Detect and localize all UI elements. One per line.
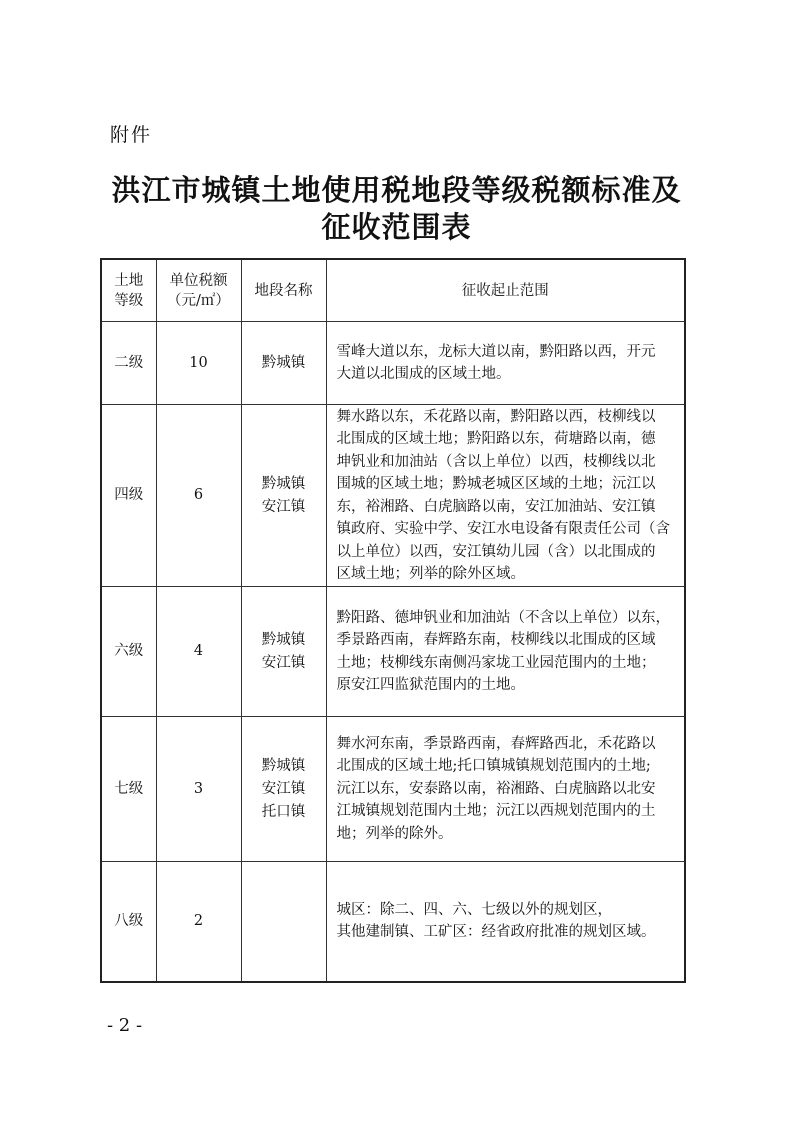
range-line: 镇政府、实验中学、安江水电设备有限责任公司（含: [336, 521, 670, 537]
range-line: 地；列举的除外。: [336, 825, 453, 842]
range-line: 江城镇规划范围内土地；沅江以西规划范围内的土: [336, 803, 656, 820]
section-name: 黔城镇: [261, 475, 306, 492]
rate-cell: 10: [156, 322, 241, 405]
range-line: 北围成的区域土地;托口镇城镇规划范围内的土地;: [336, 758, 651, 775]
table-row: [101, 587, 685, 717]
section-name-cell: [241, 717, 326, 862]
table-row: [101, 322, 685, 405]
grade-cell: 二级: [101, 322, 156, 405]
range-line: 原安江四监狱范围内的土地。: [336, 677, 525, 693]
range-line: 以上单位）以西，安江镇幼儿园（含）以北围成的: [336, 543, 656, 560]
header-rate: 单位税额 （元/㎡）: [156, 259, 241, 322]
range-line: 舞水河东南，季景路西南，春辉路西北，禾花路以: [336, 735, 656, 752]
rate-cell: 2: [156, 862, 241, 982]
range-line: 沅江以东，安泰路以南，裕湘路、白虎脑路以北安: [336, 780, 656, 797]
range-line: 围城的区域土地；黔城老城区区域的土地；沅江以: [336, 476, 656, 492]
table-row: [101, 717, 685, 862]
section-name: 安江镇: [261, 498, 306, 515]
range-cell: [326, 322, 685, 405]
range-line: 黔阳路、德坤钒业和加油站（不含以上单位）以东，: [336, 609, 670, 626]
grade-cell: 八级: [101, 862, 156, 982]
section-name-cell: [241, 587, 326, 717]
range-line: 土地；枝柳线东南侧冯家垅工业园范围内的土地；: [336, 654, 656, 671]
range-line: 城区：除二、四、六、七级以外的规划区，: [336, 901, 612, 918]
range-line: 舞水路以东，禾花路以南，黔阳路以西，枝柳线以: [336, 408, 656, 425]
range-line: 其他建制镇、工矿区：经省政府批准的规划区域。: [336, 924, 656, 941]
range-cell: [326, 862, 685, 982]
page-number: - 2 -: [107, 1015, 143, 1036]
range-line: 雪峰大道以东，龙标大道以南，黔阳路以西，开元: [336, 343, 656, 360]
section-name: 黔城镇: [261, 354, 306, 371]
range-line: 北围成的区域土地；黔阳路以东，荷塘路以南，德: [336, 431, 656, 447]
section-name-cell: [241, 322, 326, 405]
table-row: [101, 405, 685, 587]
section-name: 黔城镇: [261, 631, 306, 648]
range-cell: [326, 717, 685, 862]
grade-cell: 七级: [101, 717, 156, 862]
rate-cell: 6: [156, 405, 241, 587]
range-line: 坤钒业和加油站（含以上单位）以西，枝柳线以北: [336, 453, 656, 470]
section-name-cell: [241, 405, 326, 587]
header-grade: 土地 等级: [101, 259, 156, 322]
grade-cell: 四级: [101, 405, 156, 587]
section-name: 安江镇: [261, 654, 306, 671]
range-line: 东，裕湘路、白虎脑路以南，安江加油站、安江镇: [336, 498, 656, 515]
rate-cell: 4: [156, 587, 241, 717]
range-cell: [326, 405, 685, 587]
header-section-name: 地段名称: [241, 259, 326, 322]
table-row: [101, 862, 685, 982]
attachment-label: 附件: [110, 124, 153, 146]
section-name: 托口镇: [261, 803, 306, 820]
range-line: 区域土地；列举的除外区域。: [336, 566, 525, 582]
document-title-line-2: 征收范围表: [321, 210, 472, 244]
range-line: 季景路西南，春辉路东南，枝柳线以北围成的区域: [336, 632, 656, 648]
section-name: 安江镇: [261, 780, 306, 797]
rate-cell: 3: [156, 717, 241, 862]
range-line: 大道以北围成的区域土地。: [336, 366, 511, 382]
tax-rate-table: [100, 258, 686, 983]
document-title-line-1: 洪江市城镇土地使用税地段等级税额标准及: [111, 173, 682, 207]
header-range: 征收起止范围: [326, 259, 685, 322]
section-name: 黔城镇: [261, 757, 306, 774]
range-cell: [326, 587, 685, 717]
section-name-cell: [241, 862, 326, 982]
table-header-row: [101, 259, 685, 322]
grade-cell: 六级: [101, 587, 156, 717]
